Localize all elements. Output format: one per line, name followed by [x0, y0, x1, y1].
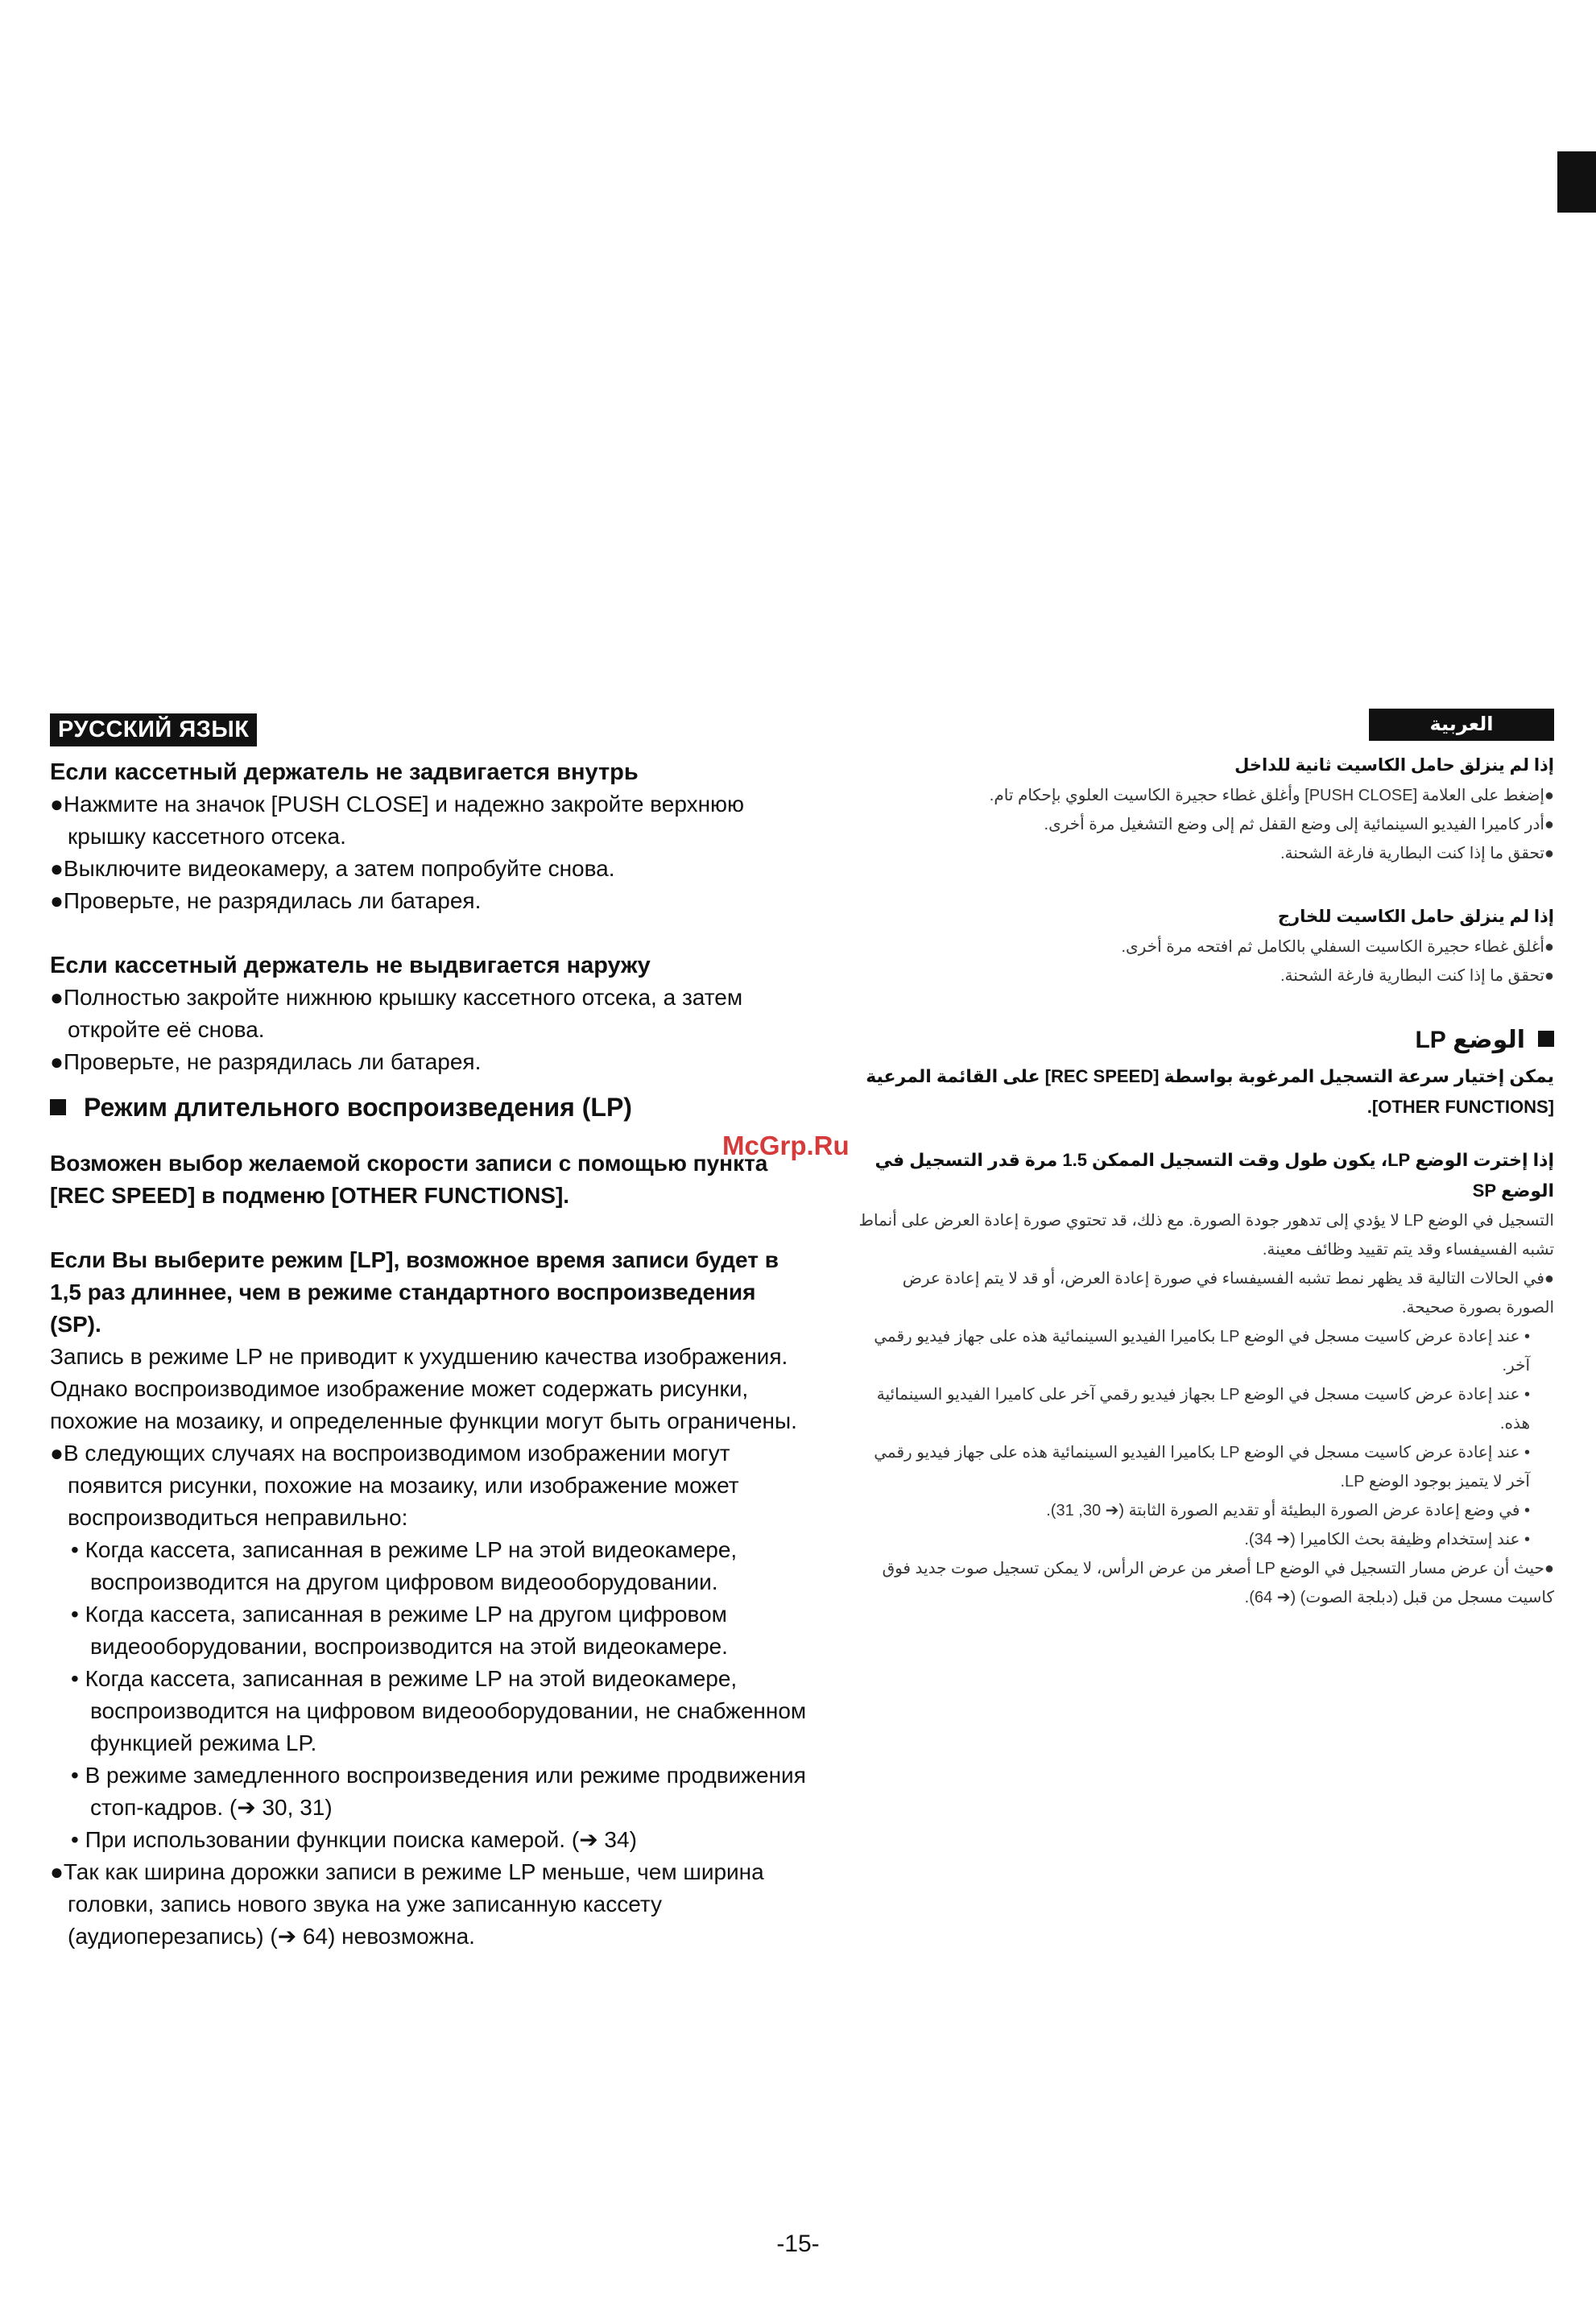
bullet-close-lower-cover: ●Полностью закройте нижнюю крышку кассетного отсека, а затем откройте её снова. [50, 985, 743, 1042]
russian-language-label: РУССКИЙ ЯЗЫК [50, 713, 257, 746]
ar-bullet-audio-dubbing: ●حيث أن عرض مسار التسجيل في الوضع LP أصغر من عرض الرأس، لا يمكن تسجيل صوت جديد فوق كاسيت مسجل من قبل (دبلجة الصوت) (➔ 64). [882, 1560, 1554, 1606]
heading-holder-not-ejecting: Если кассетный держатель не выдвигается наружу [50, 953, 651, 978]
sub-bullet-case-1: • Когда кассета, записанная в режиме LP на этой видеокамере, воспроизводится на другом цифровом видеооборудовании. [71, 1537, 738, 1594]
ar-bullet-check-battery-2: ●تحقق ما إذا كنت البطارية فارغة الشحنة. [1280, 967, 1554, 985]
ar-sub-bullet-case-1: • عند إعادة عرض كاسيت مسجل في الوضع LP بكاميرا الفيديو السينمائية هذه على جهاز فيديو رقمي آخر. [874, 1328, 1530, 1375]
sub-bullet-case-4: • В режиме замедленного воспроизведения или режиме продвижения стоп-кадров. (➔ 30, 31) [71, 1763, 806, 1820]
page-edge-tab-marker [1557, 151, 1596, 213]
bullet-audio-dubbing: ●Так как ширина дорожки записи в режиме LP меньше, чем ширина головки, запись нового звука на уже записанную кассету (аудиоперезапись) (➔ 64) невозможна. [50, 1859, 764, 1949]
ar-sub-bullet-case-2: • عند إعادة عرض كاسيت مسجل في الوضع LP بجهاز فيديو رقمي آخر على كاميرا الفيديو السينمائية هذه. [876, 1386, 1530, 1433]
ar-square-bullet-icon [1538, 1031, 1554, 1047]
ar-bullet-close-lower-cover: ●أغلق غطاء حجيرة الكاسيت السفلي بالكامل ثم افتحه مرة أخرى. [1121, 938, 1554, 956]
bullet-check-battery: ●Проверьте, не разрядилась ли батарея. [50, 888, 482, 913]
bullet-check-battery-2: ●Проверьте, не разрядилась ли батарея. [50, 1049, 482, 1074]
page-number: -15- [776, 2231, 820, 2257]
ar-paragraph-lp-quality: التسجيل في الوضع LP لا يؤدي إلى تدهور جودة الصورة. مع ذلك، قد تحتوي صورة إعادة العرض على أنماط تشبه الفسيفساء وقد يتم تقييد وظائف معينة. [858, 1212, 1554, 1259]
watermark-text: McGrp.Ru [722, 1131, 850, 1160]
sub-bullet-case-5: • При использовании функции поиска камерой. (➔ 34) [71, 1827, 637, 1852]
ar-paragraph-rec-speed: يمكن إختيار سرعة التسجيل المرغوبة بواسطة [REC SPEED] على القائمة المرعية [OTHER FUNCTIONS]. [866, 1066, 1554, 1117]
bullet-mosaic-cases: ●В следующих случаях на воспроизводимом изображении могут появится рисунки, похожие на мозаику, или изображение может воспроизводиться неправильно: [50, 1441, 739, 1530]
ar-section-title-text: الوضع LP [1415, 1027, 1525, 1053]
ar-bullet-push-close: ●إضغط على العلامة [PUSH CLOSE] وأغلق غطاء حجيرة الكاسيت العلوي بإحكام تام. [989, 787, 1554, 804]
square-bullet-icon [50, 1099, 66, 1115]
ar-heading-holder-not-ejecting: إذا لم ينزلق حامل الكاسيت للخارج [1277, 908, 1554, 926]
paragraph-lp-recording-time: Если Вы выберите режим [LP], возможное время записи будет в 1,5 раз длиннее, чем в режиме стандартного воспроизведения (SP). [50, 1247, 779, 1337]
ar-sub-bullet-case-4: • في وضع إعادة عرض الصورة البطيئة أو تقديم الصورة الثابتة (➔ 30, 31). [1046, 1502, 1530, 1519]
ar-heading-holder-not-closing: إذا لم ينزلق حامل الكاسيت ثانية للداخل [1234, 756, 1554, 775]
ar-paragraph-lp-recording-time: إذا إخترت الوضع LP، يكون طول وقت التسجيل الممكن 1.5 مرة قدر التسجيل في الوضع SP [874, 1150, 1554, 1201]
ar-bullet-power-off-retry: ●أدر كاميرا الفيديو السينمائية إلى وضع القفل ثم إلى وضع التشغيل مرة أخرى. [1044, 816, 1554, 833]
ar-section-title-lp-mode [854, 1023, 1554, 1058]
ar-sub-bullet-case-3: • عند إعادة عرض كاسيت مسجل في الوضع LP بكاميرا الفيديو السينمائية هذه على جهاز فيديو رقمي آخر لا يتميز بوجود الوضع LP. [874, 1444, 1530, 1491]
bullet-push-close: ●Нажмите на значок [PUSH CLOSE] и надежно закройте верхнюю крышку кассетного отсека. [50, 792, 745, 849]
arabic-column [854, 709, 1554, 1612]
section-title-lp-mode [50, 1089, 807, 1125]
paragraph-rec-speed: Возможен выбор желаемой скорости записи с помощью пункта [REC SPEED] в подменю [OTHER FUNCTIONS]. [50, 1151, 768, 1208]
russian-column [50, 713, 807, 1953]
paragraph-lp-quality: Запись в режиме LP не приводит к ухудшению качества изображения. Однако воспроизводимое изображение может содержать рисунки, похожие на мозаику, и определенные функции могут быть ограничены. [50, 1344, 797, 1433]
sub-bullet-case-3: • Когда кассета, записанная в режиме LP на этой видеокамере, воспроизводится на цифровом видеооборудовании, не снабженном функцией режима LP. [71, 1666, 807, 1755]
sub-bullet-case-2: • Когда кассета, записанная в режиме LP на другом цифровом видеооборудовании, воспроизводится на этой видеокамере. [71, 1602, 728, 1659]
heading-holder-not-closing: Если кассетный держатель не задвигается внутрь [50, 759, 639, 785]
ar-bullet-check-battery: ●تحقق ما إذا كنت البطارية فارغة الشحنة. [1280, 845, 1554, 862]
bullet-power-off-retry: ●Выключите видеокамеру, а затем попробуйте снова. [50, 856, 615, 881]
ar-sub-bullet-case-5: • عند إستخدام وظيفة بحث الكاميرا (➔ 34). [1244, 1531, 1530, 1548]
arabic-language-label: العربية [1369, 709, 1554, 741]
section-title-text: Режим длительного воспроизведения (LP) [84, 1093, 632, 1122]
ar-bullet-mosaic-cases: ●في الحالات التالية قد يظهر نمط تشبه الفسيفساء في صورة إعادة العرض، أو قد لا يتم إعادة عرض الصورة بصورة صحيحة. [902, 1270, 1554, 1317]
